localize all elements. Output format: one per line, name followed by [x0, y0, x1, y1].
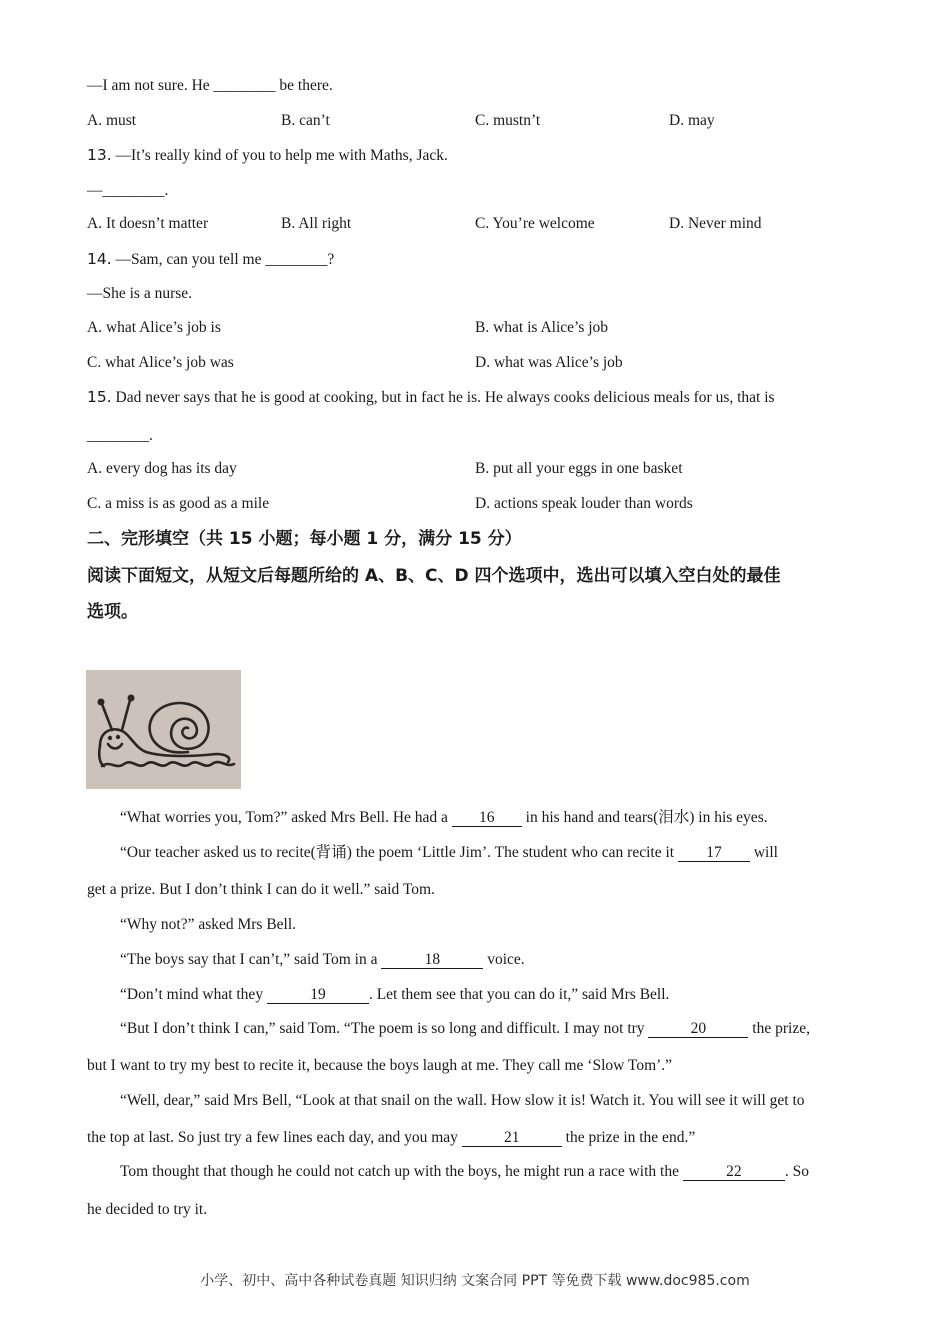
p4-text-before: “The boys say that I can’t,” said Tom in a — [120, 951, 382, 968]
p2-text-before: “Our teacher asked us to recite(背诵) the poem ‘Little Jim’. The student who can recite it — [120, 844, 678, 861]
q14-number: 14. — [87, 250, 112, 268]
passage-paragraph-7-line2 — [87, 1128, 862, 1148]
q12-option-c: C. mustn’t — [475, 112, 541, 129]
q13-option-d: D. Never mind — [669, 215, 762, 232]
passage-paragraph-5 — [87, 985, 895, 1005]
q14-option-c: C. what Alice’s job was — [87, 354, 234, 371]
q12-answer-line: —I am not sure. He ________ be there. — [87, 77, 333, 94]
q15-text: Dad never says that he is good at cooking, but in fact he is. He always cooks delicious meals for us, that is — [115, 389, 775, 406]
passage-paragraph-7: “Well, dear,” said Mrs Bell, “Look at that snail on the wall. How slow it is! Watch it. You will see it will get to — [120, 1092, 805, 1109]
q15-question — [87, 387, 775, 408]
section-title: 二、完形填空（共 15 小题；每小题 1 分，满分 15 分） — [87, 529, 522, 549]
q12-option-b: B. can’t — [281, 112, 330, 129]
q14-option-d: D. what was Alice’s job — [475, 354, 623, 371]
blank-17[interactable]: 17 — [678, 844, 750, 862]
p6-text-after: the prize, — [748, 1020, 810, 1037]
q15-option-a: A. every dog has its day — [87, 460, 237, 477]
p8-text-after: . So — [784, 1163, 809, 1180]
blank-21[interactable]: 21 — [462, 1129, 562, 1147]
blank-18[interactable]: 18 — [381, 951, 483, 969]
q13-option-c: C. You’re welcome — [475, 215, 595, 232]
passage-paragraph-2-line2: get a prize. But I don’t think I can do it well.” said Tom. — [87, 881, 435, 898]
p1-text-after: in his hand and tears(泪水) in his eyes. — [521, 809, 768, 826]
q13-text: —It’s really kind of you to help me with Maths, Jack. — [115, 147, 448, 164]
q14-answer-line: —She is a nurse. — [87, 285, 193, 302]
passage-paragraph-1 — [87, 808, 895, 828]
q13-option-b: B. All right — [281, 215, 352, 232]
p4-text-after: voice. — [483, 951, 525, 968]
q14-text: —Sam, can you tell me ________? — [115, 251, 335, 268]
q15-option-c: C. a miss is as good as a mile — [87, 495, 270, 512]
q12-option-d: D. may — [669, 112, 715, 129]
q15-number: 15. — [87, 388, 112, 406]
section-instruction-line1: 阅读下面短文，从短文后每题所给的 A、B、C、D 四个选项中，选出可以填入空白处的最佳 — [87, 566, 781, 586]
q15-option-d: D. actions speak louder than words — [475, 495, 693, 512]
q13-number: 13. — [87, 146, 112, 164]
p7-text-after: the prize in the end.” — [561, 1129, 696, 1146]
q15-answer-line: ________. — [87, 427, 153, 444]
passage-paragraph-6-line2: but I want to try my best to recite it, because the boys laugh at me. They call me ‘Slow Tom’.” — [87, 1057, 673, 1074]
q14-option-b: B. what is Alice’s job — [475, 319, 609, 336]
passage-paragraph-8-line2: he decided to try it. — [87, 1201, 208, 1218]
passage-paragraph-2 — [87, 843, 895, 863]
q13-question — [87, 145, 448, 166]
q14-option-a: A. what Alice’s job is — [87, 319, 221, 336]
blank-16[interactable]: 16 — [452, 809, 522, 827]
blank-19[interactable]: 19 — [267, 986, 369, 1004]
p5-text-before: “Don’t mind what they — [120, 986, 267, 1003]
passage-paragraph-8 — [87, 1162, 895, 1182]
p5-text-after: . Let them see that you can do it,” said Mrs Bell. — [368, 986, 670, 1003]
p2-text-after: will — [749, 844, 778, 861]
q13-option-a: A. It doesn’t matter — [87, 215, 209, 232]
q15-option-b: B. put all your eggs in one basket — [475, 460, 683, 477]
p7-text-before: the top at last. So just try a few lines each day, and you may — [87, 1129, 462, 1146]
p8-text-before: Tom thought that though he could not catch up with the boys, he might run a race with the — [120, 1163, 683, 1180]
section-instruction-line2: 选项。 — [87, 602, 138, 622]
p6-text-before: “But I don’t think I can,” said Tom. “The poem is so long and difficult. I may not try — [120, 1020, 649, 1037]
blank-22[interactable]: 22 — [683, 1163, 785, 1181]
passage-paragraph-4 — [87, 950, 895, 970]
p1-text-before: “What worries you, Tom?” asked Mrs Bell. He had a — [120, 809, 452, 826]
snail-illustration — [86, 670, 241, 789]
passage-paragraph-3: “Why not?” asked Mrs Bell. — [120, 916, 297, 933]
passage-paragraph-6 — [87, 1019, 895, 1039]
snail-drawing-icon — [86, 670, 241, 789]
q12-option-a: A. must — [87, 112, 137, 129]
q13-answer-line: —________. — [87, 182, 169, 199]
page-footer: 小学、初中、高中各种试卷真题 知识归纳 文案合同 PPT 等免费下载 www.doc985.com — [200, 1273, 750, 1289]
q14-question — [87, 249, 334, 270]
blank-20[interactable]: 20 — [648, 1020, 748, 1038]
